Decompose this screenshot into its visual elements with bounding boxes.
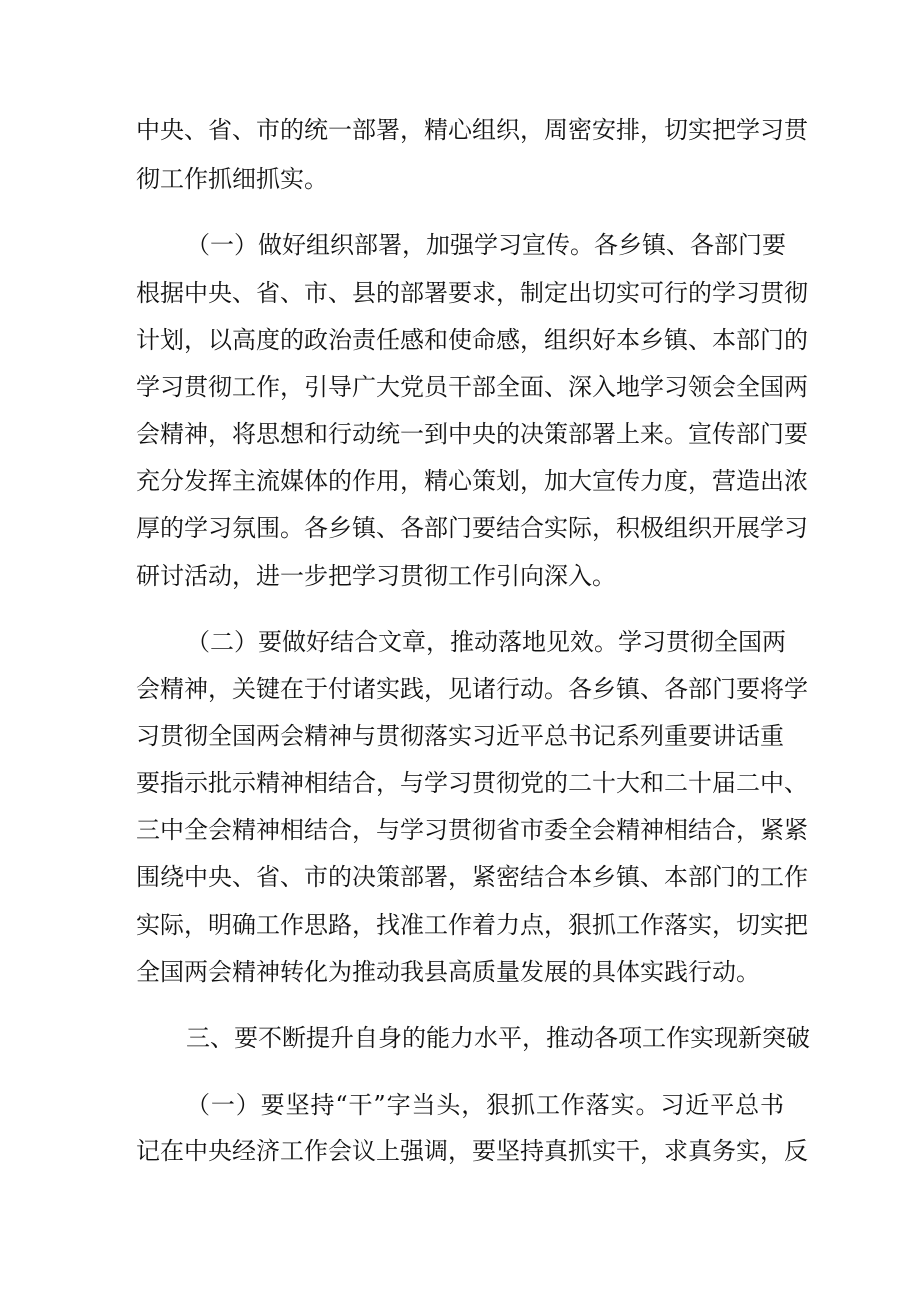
body-text-line: 会精神，将思想和行动统一到中央的决策部署上来。宣传部门要 (136, 420, 808, 448)
body-text-line: 彻工作抓细抓实。 (136, 165, 328, 193)
body-text-line: 中央、省、市的统一部署，精心组织，周密安排，切实把学习贯 (136, 116, 808, 144)
subsection-heading-line: （一）做好组织部署，加强学习宣传。各乡镇、各部门要 (186, 231, 786, 259)
body-text-line: 计划，以高度的政治责任感和使命感，组织好本乡镇、本部门的 (136, 326, 808, 354)
body-text-line: 围绕中央、省、市的决策部署，紧密结合本乡镇、本部门的工作 (136, 863, 808, 891)
body-text-line: 厚的学习氛围。各乡镇、各部门要结合实际，积极组织开展学习 (136, 514, 808, 542)
body-text-line: 要指示批示精神相结合，与学习贯彻党的二十大和二十届二中、 (136, 769, 808, 797)
body-text-line: 会精神，关键在于付诸实践，见诸行动。各乡镇、各部门要将学 (136, 675, 808, 703)
body-text-line: 实际，明确工作思路，找准工作着力点，狠抓工作落实，切实把 (136, 911, 808, 939)
body-text-line: 研讨活动，进一步把学习贯彻工作引向深入。 (136, 562, 616, 590)
body-text-line: 习贯彻全国两会精神与贯彻落实习近平总书记系列重要讲话重 (136, 722, 784, 750)
body-text-line: 三中全会精神相结合，与学习贯彻省市委全会精神相结合，紧紧 (136, 816, 808, 844)
body-text-line: 充分发挥主流媒体的作用，精心策划，加大宣传力度，营造出浓 (136, 467, 808, 495)
body-text-line: 根据中央、省、市、县的部署要求，制定出切实可行的学习贯彻 (136, 279, 808, 307)
subsection-heading-line: （二）要做好结合文章，推动落地见效。学习贯彻全国两 (186, 628, 786, 656)
subsection-heading-line: （一）要坚持“干”字当头，狠抓工作落实。习近平总书 (186, 1091, 784, 1119)
body-text-line: 记在中央经济工作会议上强调，要坚持真抓实干，求真务实，反 (136, 1137, 808, 1165)
body-text-line: 全国两会精神转化为推动我县高质量发展的具体实践行动。 (136, 958, 760, 986)
body-text-line: 学习贯彻工作，引导广大党员干部全面、深入地学习领会全国两 (136, 373, 808, 401)
section-heading: 三、要不断提升自身的能力水平，推动各项工作实现新突破 (186, 1024, 810, 1052)
